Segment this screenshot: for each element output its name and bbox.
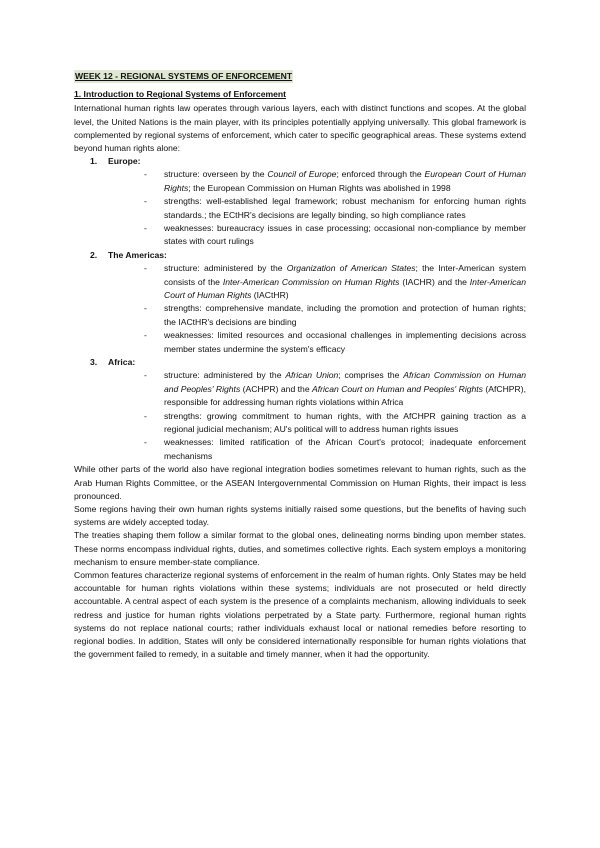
intro-paragraph: International human rights law operates through various layers, each with distinct functions and scopes. At the global level, the United Nations is the main player, with its principles potentially applying universally. This global framework is complemented by regional systems of enforcement, which cater to specific geographical areas. These systems extend beyond human rights alone:	[74, 103, 526, 154]
region-europe	[74, 155, 526, 248]
dash-bullet: -	[144, 370, 147, 381]
dash-bullet: -	[144, 330, 147, 341]
dash-bullet: -	[144, 196, 147, 207]
body-paragraph: Some regions having their own human rights systems initially raised some questions, but the benefits of having such systems are widely accepted today.	[74, 504, 526, 528]
region-name: Europe:	[108, 156, 141, 167]
list-item: - weaknesses: bureaucracy issues in case processing; occasional non-compliance by member states with court rulings	[144, 223, 526, 247]
region-africa	[74, 356, 526, 463]
list-item: - structure: administered by the Organization of American States; the Inter-American system consists of the Inter-American Commission on Human Rights (IACHR) and the Inter-American Court of Human Rights (IACtHR)	[144, 263, 526, 300]
body-paragraph: While other parts of the world also have regional integration bodies sometimes relevant to human rights, such as the Arab Human Rights Committee, or the ASEAN Intergovernmental Commission on Human Rights, their impact is less pronounced.	[74, 464, 526, 501]
body-paragraph: The treaties shaping them follow a similar format to the global ones, delineating norms binding upon member states. These norms encompass individual rights, duties, and sometimes collective rights. Each system employs a monitoring mechanism to ensure member-state compliance.	[74, 530, 526, 567]
dash-bullet: -	[144, 263, 147, 274]
list-item: - structure: administered by the African Union; comprises the African Commission on Human and Peoples' Rights (ACHPR) and the African Court on Human and Peoples' Rights (AfCHPR), responsible for addressing human rights violations within Africa	[144, 370, 527, 407]
list-item: - weaknesses: limited resources and occasional challenges in implementing decisions across member states undermine the system's efficacy	[144, 330, 526, 354]
region-name: The Americas:	[108, 250, 167, 261]
region-title	[74, 249, 526, 262]
region-americas	[74, 249, 526, 356]
region-title	[74, 155, 526, 168]
body-paragraph: Common features characterize regional systems of enforcement in the realm of human rights. Only States may be held accountable for human rights violations within these systems; individuals are not prosecuted or held directly accountable. A central aspect of each system is the presence of a complaints mechanism, allowing individuals to seek redress and justice for human rights violations perpetrated by a State party. Furthermore, regional human rights systems do not replace national courts; rather individuals exhaust local or national remedies before resorting to regional bodies. In addition, States will only be considered internationally responsible for human rights violations that the government failed to remedy, in a suitable and timely manner, when it had the opportunity.	[74, 570, 526, 660]
section-title: 1. Introduction to Regional Systems of Enforcement	[74, 89, 287, 100]
list-item: - structure: overseen by the Council of Europe; enforced through the European Court of Human Rights; the European Commission on Human Rights was abolished in 1998	[144, 169, 526, 193]
week-title: WEEK 12 - REGIONAL SYSTEMS OF ENFORCEMENT	[74, 70, 293, 83]
region-items	[74, 262, 526, 355]
regions-list	[74, 155, 526, 463]
region-number: 1.	[90, 156, 98, 167]
region-items	[74, 168, 526, 248]
dash-bullet: -	[144, 223, 147, 234]
dash-bullet: -	[144, 437, 147, 448]
region-number: 3.	[90, 357, 98, 368]
region-number: 2.	[90, 250, 98, 261]
dash-bullet: -	[144, 410, 147, 421]
region-title	[74, 356, 526, 369]
list-item: - strengths: growing commitment to human rights, with the AfCHPR gaining traction as a regional judicial mechanism; AU's political will to address human rights issues	[144, 410, 526, 434]
list-item: - strengths: well-established legal framework; robust mechanism for enforcing human rights standards.; the ECtHR's decisions are legally binding, so high compliance rates	[144, 196, 526, 220]
list-item: - strengths: comprehensive mandate, including the promotion and protection of human rights; the IACtHR's decisions are binding	[144, 303, 526, 327]
list-item: - weaknesses: limited ratification of the African Court's protocol; inadequate enforcement mechanisms	[144, 437, 526, 461]
region-items	[74, 369, 526, 462]
dash-bullet: -	[144, 169, 147, 180]
region-name: Africa:	[108, 357, 136, 368]
dash-bullet: -	[144, 303, 147, 314]
